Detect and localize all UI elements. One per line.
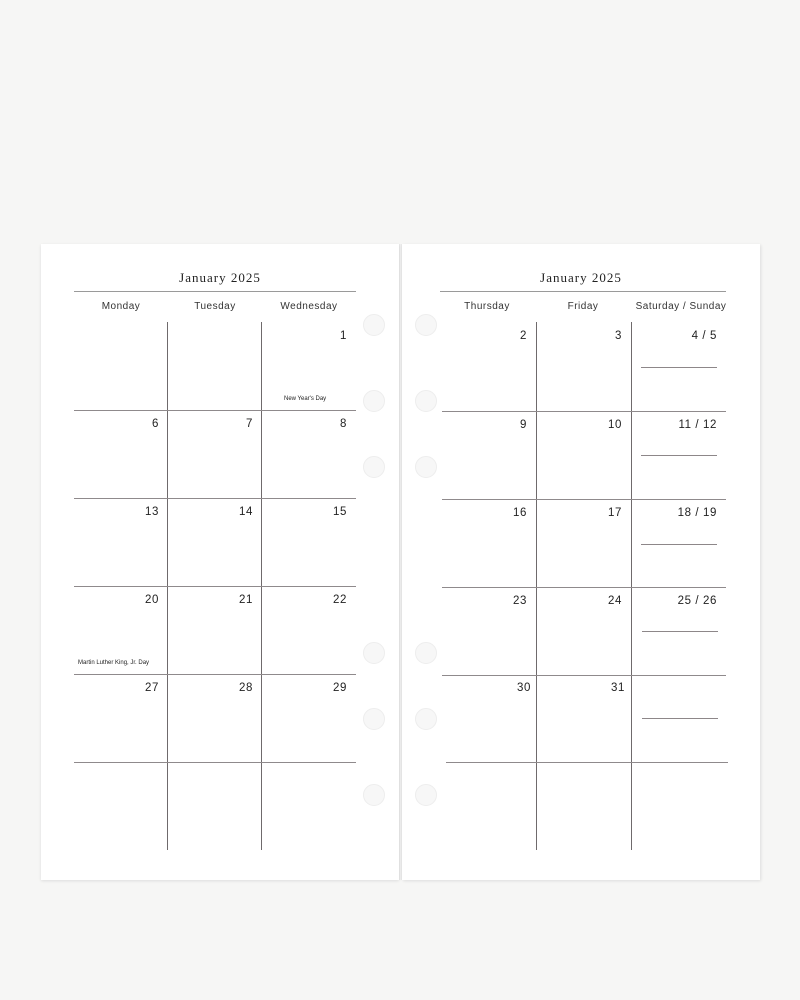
binder-hole	[363, 642, 385, 664]
col-head-friday: Friday	[567, 301, 599, 312]
weekend-write-line	[641, 367, 717, 368]
col-head-tuesday: Tuesday	[194, 301, 236, 312]
weekend-number: 25 / 26	[677, 595, 717, 607]
day-number: 29	[333, 682, 347, 694]
binder-hole	[363, 314, 385, 336]
binder-hole	[363, 784, 385, 806]
right-planner-page	[402, 244, 760, 880]
day-number: 28	[239, 682, 253, 694]
day-number: 16	[513, 507, 527, 519]
right-row-divider	[442, 675, 726, 676]
binder-hole	[363, 456, 385, 478]
col-head-thursday: Thursday	[464, 301, 510, 312]
weekend-write-line	[641, 544, 717, 545]
left-month-title: January 2025	[179, 270, 261, 285]
right-col-divider-1	[536, 322, 537, 850]
day-number: 24	[608, 595, 622, 607]
right-row-divider	[442, 499, 726, 500]
weekend-write-line	[642, 631, 718, 632]
holiday-note-new-years: New Year's Day	[284, 396, 327, 402]
binder-hole	[363, 390, 385, 412]
day-number: 1	[340, 330, 347, 342]
right-col-divider-2	[631, 322, 632, 850]
day-number: 14	[239, 506, 253, 518]
left-title-rule	[74, 291, 356, 292]
weekend-number: 4 / 5	[691, 330, 717, 342]
right-title-rule	[440, 291, 726, 292]
day-number: 31	[611, 682, 625, 694]
col-head-monday: Monday	[101, 301, 141, 312]
binder-hole	[415, 314, 437, 336]
left-row-divider	[74, 762, 356, 763]
right-row-divider	[442, 411, 726, 412]
binder-hole	[415, 390, 437, 412]
binder-hole	[415, 642, 437, 664]
col-head-wednesday: Wednesday	[280, 301, 338, 312]
day-number: 17	[608, 507, 622, 519]
left-row-divider	[74, 674, 356, 675]
day-number: 7	[246, 418, 253, 430]
left-row-divider	[74, 586, 356, 587]
weekend-write-line	[641, 455, 717, 456]
left-row-divider	[74, 410, 356, 411]
binder-hole	[415, 456, 437, 478]
day-number: 6	[152, 418, 159, 430]
day-number: 10	[608, 419, 622, 431]
weekend-write-line	[642, 718, 718, 719]
binder-hole	[363, 708, 385, 730]
day-number: 2	[520, 330, 527, 342]
day-number: 3	[615, 330, 622, 342]
weekend-number: 18 / 19	[677, 507, 717, 519]
right-row-divider	[442, 587, 726, 588]
right-month-title: January 2025	[540, 270, 622, 285]
binder-hole	[415, 708, 437, 730]
day-number: 23	[513, 595, 527, 607]
day-number: 8	[340, 418, 347, 430]
day-number: 9	[520, 419, 527, 431]
binder-hole	[415, 784, 437, 806]
left-row-divider	[74, 498, 356, 499]
day-number: 13	[145, 506, 159, 518]
col-head-weekend: Saturday / Sunday	[635, 301, 727, 312]
day-number: 20	[145, 594, 159, 606]
weekend-number: 11 / 12	[678, 419, 717, 431]
day-number: 15	[333, 506, 347, 518]
day-number: 22	[333, 594, 347, 606]
left-planner-page	[41, 244, 399, 880]
holiday-note-mlk: Martin Luther King, Jr. Day	[78, 660, 150, 666]
day-number: 30	[517, 682, 531, 694]
right-row-divider	[446, 762, 728, 763]
day-number: 27	[145, 682, 159, 694]
day-number: 21	[239, 594, 253, 606]
